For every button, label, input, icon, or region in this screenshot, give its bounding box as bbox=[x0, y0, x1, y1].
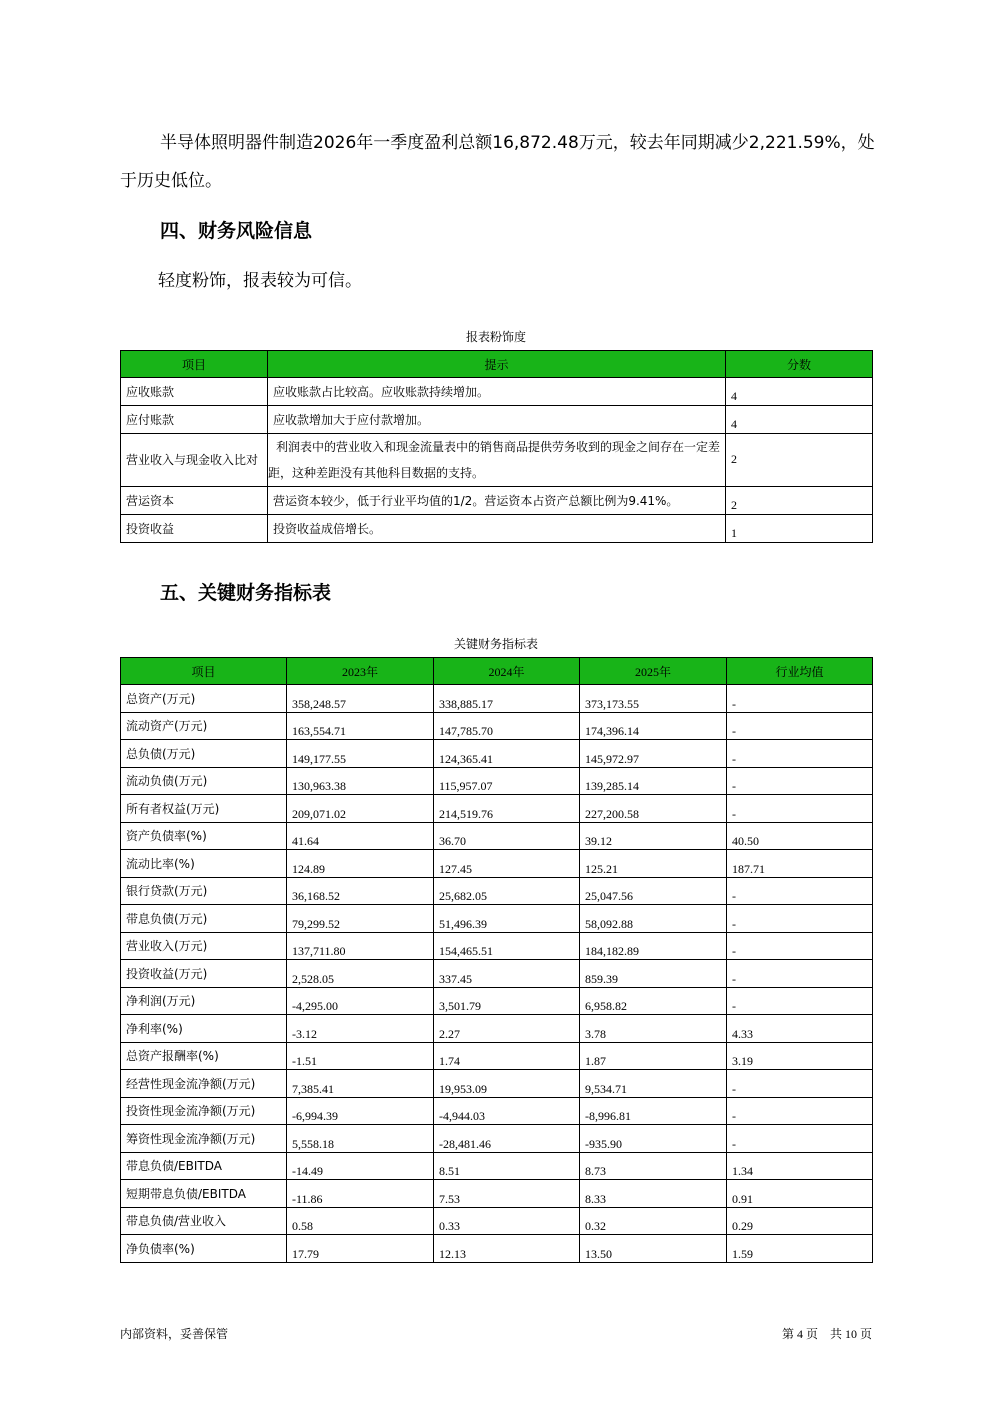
year-value-cell: 3,501.79 bbox=[434, 987, 580, 1015]
industry-avg-cell: 3.19 bbox=[727, 1042, 873, 1070]
column-header: 分数 bbox=[726, 351, 873, 378]
year-value-cell: 214,519.76 bbox=[434, 795, 580, 823]
industry-avg-cell: - bbox=[727, 767, 873, 795]
year-value-cell: 39.12 bbox=[580, 822, 727, 850]
whitewash-table bbox=[120, 350, 873, 543]
year-value-cell: 58,092.88 bbox=[580, 905, 727, 933]
indicator-name-cell: 净负债率(%) bbox=[121, 1235, 287, 1263]
table-row bbox=[121, 905, 873, 933]
item-cell: 应收账款 bbox=[121, 378, 268, 406]
hint-cell: 投资收益成倍增长。 bbox=[268, 515, 726, 543]
year-value-cell: -6,994.39 bbox=[287, 1097, 434, 1125]
score-cell: 2 bbox=[726, 434, 873, 487]
indicator-name-cell: 筹资性现金流净额(万元) bbox=[121, 1125, 287, 1153]
year-value-cell: 184,182.89 bbox=[580, 932, 727, 960]
indicator-name-cell: 流动比率(%) bbox=[121, 850, 287, 878]
industry-avg-cell: 0.29 bbox=[727, 1207, 873, 1235]
indicator-name-cell: 投资收益(万元) bbox=[121, 960, 287, 988]
section5-heading: 五、关键财务指标表 bbox=[160, 582, 332, 604]
year-value-cell: -11.86 bbox=[287, 1180, 434, 1208]
table-row bbox=[121, 487, 873, 515]
year-value-cell: 137,711.80 bbox=[287, 932, 434, 960]
year-value-cell: 125.21 bbox=[580, 850, 727, 878]
industry-avg-cell: - bbox=[727, 987, 873, 1015]
table-row bbox=[121, 932, 873, 960]
industry-avg-cell: 1.34 bbox=[727, 1152, 873, 1180]
industry-avg-cell: - bbox=[727, 740, 873, 768]
column-header: 提示 bbox=[268, 351, 726, 378]
table-row bbox=[121, 850, 873, 878]
year-value-cell: 12.13 bbox=[434, 1235, 580, 1263]
year-value-cell: 859.39 bbox=[580, 960, 727, 988]
year-value-cell: 127.45 bbox=[434, 850, 580, 878]
year-value-cell: 17.79 bbox=[287, 1235, 434, 1263]
year-value-cell: 145,972.97 bbox=[580, 740, 727, 768]
section4-heading: 四、财务风险信息 bbox=[160, 220, 313, 242]
industry-avg-cell: 0.91 bbox=[727, 1180, 873, 1208]
table-row bbox=[121, 1207, 873, 1235]
year-value-cell: -8,996.81 bbox=[580, 1097, 727, 1125]
score-cell: 1 bbox=[726, 515, 873, 543]
indicator-name-cell: 净利润(万元) bbox=[121, 987, 287, 1015]
table-row bbox=[121, 1015, 873, 1043]
year-value-cell: -4,295.00 bbox=[287, 987, 434, 1015]
indicator-name-cell: 总资产(万元) bbox=[121, 685, 287, 713]
table-header-row bbox=[121, 351, 873, 378]
table-row bbox=[121, 434, 873, 487]
industry-avg-cell: 4.33 bbox=[727, 1015, 873, 1043]
intro-paragraph: 半导体照明器件制造2026年一季度盈利总额16,872.48万元，较去年同期减少2,221.59%，处于历史低位。 bbox=[120, 133, 875, 191]
item-cell: 投资收益 bbox=[121, 515, 268, 543]
column-header: 2025年 bbox=[580, 658, 727, 685]
item-cell: 营业收入与现金收入比对 bbox=[121, 434, 268, 487]
indicator-name-cell: 营业收入(万元) bbox=[121, 932, 287, 960]
industry-avg-cell: - bbox=[727, 1070, 873, 1098]
industry-avg-cell: 1.59 bbox=[727, 1235, 873, 1263]
year-value-cell: 358,248.57 bbox=[287, 685, 434, 713]
indicator-name-cell: 所有者权益(万元) bbox=[121, 795, 287, 823]
industry-avg-cell: - bbox=[727, 712, 873, 740]
year-value-cell: -3.12 bbox=[287, 1015, 434, 1043]
table-row bbox=[121, 960, 873, 988]
year-value-cell: -935.90 bbox=[580, 1125, 727, 1153]
year-value-cell: 41.64 bbox=[287, 822, 434, 850]
table-row bbox=[121, 1125, 873, 1153]
year-value-cell: 147,785.70 bbox=[434, 712, 580, 740]
item-cell: 应付账款 bbox=[121, 406, 268, 434]
table-row bbox=[121, 987, 873, 1015]
table-row bbox=[121, 1235, 873, 1263]
indicator-table-caption: 关键财务指标表 bbox=[453, 637, 538, 651]
table-header-row bbox=[121, 658, 873, 685]
whitewash-table-caption: 报表粉饰度 bbox=[465, 330, 526, 344]
hint-cell: 应收账款占比较高。应收账款持续增加。 bbox=[268, 378, 726, 406]
table-row bbox=[121, 712, 873, 740]
table-row bbox=[121, 822, 873, 850]
table-row bbox=[121, 406, 873, 434]
year-value-cell: 36.70 bbox=[434, 822, 580, 850]
section4-summary: 轻度粉饰，报表较为可信。 bbox=[158, 271, 362, 291]
indicator-name-cell: 经营性现金流净额(万元) bbox=[121, 1070, 287, 1098]
table-row bbox=[121, 1097, 873, 1125]
year-value-cell: 149,177.55 bbox=[287, 740, 434, 768]
year-value-cell: 8.33 bbox=[580, 1180, 727, 1208]
industry-avg-cell: 40.50 bbox=[727, 822, 873, 850]
hint-cell: 利润表中的营业收入和现金流量表中的销售商品提供劳务收到的现金之间存在一定差距，这种差距没有其他科目数据的支持。 bbox=[268, 434, 726, 487]
industry-avg-cell: - bbox=[727, 932, 873, 960]
table-row bbox=[121, 795, 873, 823]
industry-avg-cell: - bbox=[727, 795, 873, 823]
year-value-cell: 124.89 bbox=[287, 850, 434, 878]
table-row bbox=[121, 1152, 873, 1180]
indicator-name-cell: 短期带息负债/EBITDA bbox=[121, 1180, 287, 1208]
table-row bbox=[121, 685, 873, 713]
industry-avg-cell: 187.71 bbox=[727, 850, 873, 878]
industry-avg-cell: - bbox=[727, 905, 873, 933]
year-value-cell: 227,200.58 bbox=[580, 795, 727, 823]
hint-cell: 应收款增加大于应付款增加。 bbox=[268, 406, 726, 434]
year-value-cell: 7.53 bbox=[434, 1180, 580, 1208]
indicator-name-cell: 净利率(%) bbox=[121, 1015, 287, 1043]
year-value-cell: 79,299.52 bbox=[287, 905, 434, 933]
footer-note: 内部资料，妥善保管 bbox=[120, 1327, 229, 1341]
item-cell: 营运资本 bbox=[121, 487, 268, 515]
year-value-cell: 2,528.05 bbox=[287, 960, 434, 988]
table-row bbox=[121, 767, 873, 795]
indicator-name-cell: 总资产报酬率(%) bbox=[121, 1042, 287, 1070]
industry-avg-cell: - bbox=[727, 877, 873, 905]
industry-avg-cell: - bbox=[727, 1125, 873, 1153]
score-cell: 4 bbox=[726, 406, 873, 434]
score-cell: 2 bbox=[726, 487, 873, 515]
year-value-cell: 51,496.39 bbox=[434, 905, 580, 933]
indicator-name-cell: 资产负债率(%) bbox=[121, 822, 287, 850]
indicator-name-cell: 流动负债(万元) bbox=[121, 767, 287, 795]
year-value-cell: 337.45 bbox=[434, 960, 580, 988]
year-value-cell: 8.51 bbox=[434, 1152, 580, 1180]
year-value-cell: 13.50 bbox=[580, 1235, 727, 1263]
year-value-cell: -1.51 bbox=[287, 1042, 434, 1070]
industry-avg-cell: - bbox=[727, 960, 873, 988]
column-header: 2024年 bbox=[434, 658, 580, 685]
year-value-cell: 139,285.14 bbox=[580, 767, 727, 795]
indicator-name-cell: 投资性现金流净额(万元) bbox=[121, 1097, 287, 1125]
year-value-cell: 8.73 bbox=[580, 1152, 727, 1180]
table-row bbox=[121, 1042, 873, 1070]
indicator-name-cell: 带息负债(万元) bbox=[121, 905, 287, 933]
year-value-cell: 115,957.07 bbox=[434, 767, 580, 795]
indicator-name-cell: 带息负债/营业收入 bbox=[121, 1207, 287, 1235]
score-cell: 4 bbox=[726, 378, 873, 406]
column-header: 行业均值 bbox=[727, 658, 873, 685]
year-value-cell: 130,963.38 bbox=[287, 767, 434, 795]
year-value-cell: 5,558.18 bbox=[287, 1125, 434, 1153]
year-value-cell: 373,173.55 bbox=[580, 685, 727, 713]
year-value-cell: 19,953.09 bbox=[434, 1070, 580, 1098]
year-value-cell: -4,944.03 bbox=[434, 1097, 580, 1125]
table-row bbox=[121, 877, 873, 905]
year-value-cell: 7,385.41 bbox=[287, 1070, 434, 1098]
indicator-name-cell: 流动资产(万元) bbox=[121, 712, 287, 740]
column-header: 项目 bbox=[121, 658, 287, 685]
indicator-name-cell: 银行贷款(万元) bbox=[121, 877, 287, 905]
page-number: 第 4 页 共 10 页 bbox=[781, 1327, 872, 1341]
table-row bbox=[121, 1180, 873, 1208]
year-value-cell: 3.78 bbox=[580, 1015, 727, 1043]
table-row bbox=[121, 515, 873, 543]
table-row bbox=[121, 1070, 873, 1098]
table-row bbox=[121, 378, 873, 406]
indicator-name-cell: 总负债(万元) bbox=[121, 740, 287, 768]
year-value-cell: 163,554.71 bbox=[287, 712, 434, 740]
indicator-name-cell: 带息负债/EBITDA bbox=[121, 1152, 287, 1180]
year-value-cell: 154,465.51 bbox=[434, 932, 580, 960]
year-value-cell: 9,534.71 bbox=[580, 1070, 727, 1098]
year-value-cell: 338,885.17 bbox=[434, 685, 580, 713]
industry-avg-cell: - bbox=[727, 685, 873, 713]
year-value-cell: 1.87 bbox=[580, 1042, 727, 1070]
year-value-cell: 124,365.41 bbox=[434, 740, 580, 768]
year-value-cell: 0.58 bbox=[287, 1207, 434, 1235]
industry-avg-cell: - bbox=[727, 1097, 873, 1125]
year-value-cell: 0.32 bbox=[580, 1207, 727, 1235]
year-value-cell: 6,958.82 bbox=[580, 987, 727, 1015]
indicator-table bbox=[120, 657, 873, 1263]
column-header: 项目 bbox=[121, 351, 268, 378]
hint-cell: 营运资本较少，低于行业平均值的1/2。营运资本占资产总额比例为9.41%。 bbox=[268, 487, 726, 515]
year-value-cell: 2.27 bbox=[434, 1015, 580, 1043]
table-row bbox=[121, 740, 873, 768]
column-header: 2023年 bbox=[287, 658, 434, 685]
year-value-cell: 209,071.02 bbox=[287, 795, 434, 823]
year-value-cell: 1.74 bbox=[434, 1042, 580, 1070]
year-value-cell: 0.33 bbox=[434, 1207, 580, 1235]
year-value-cell: 174,396.14 bbox=[580, 712, 727, 740]
year-value-cell: -14.49 bbox=[287, 1152, 434, 1180]
year-value-cell: -28,481.46 bbox=[434, 1125, 580, 1153]
year-value-cell: 25,047.56 bbox=[580, 877, 727, 905]
year-value-cell: 25,682.05 bbox=[434, 877, 580, 905]
year-value-cell: 36,168.52 bbox=[287, 877, 434, 905]
